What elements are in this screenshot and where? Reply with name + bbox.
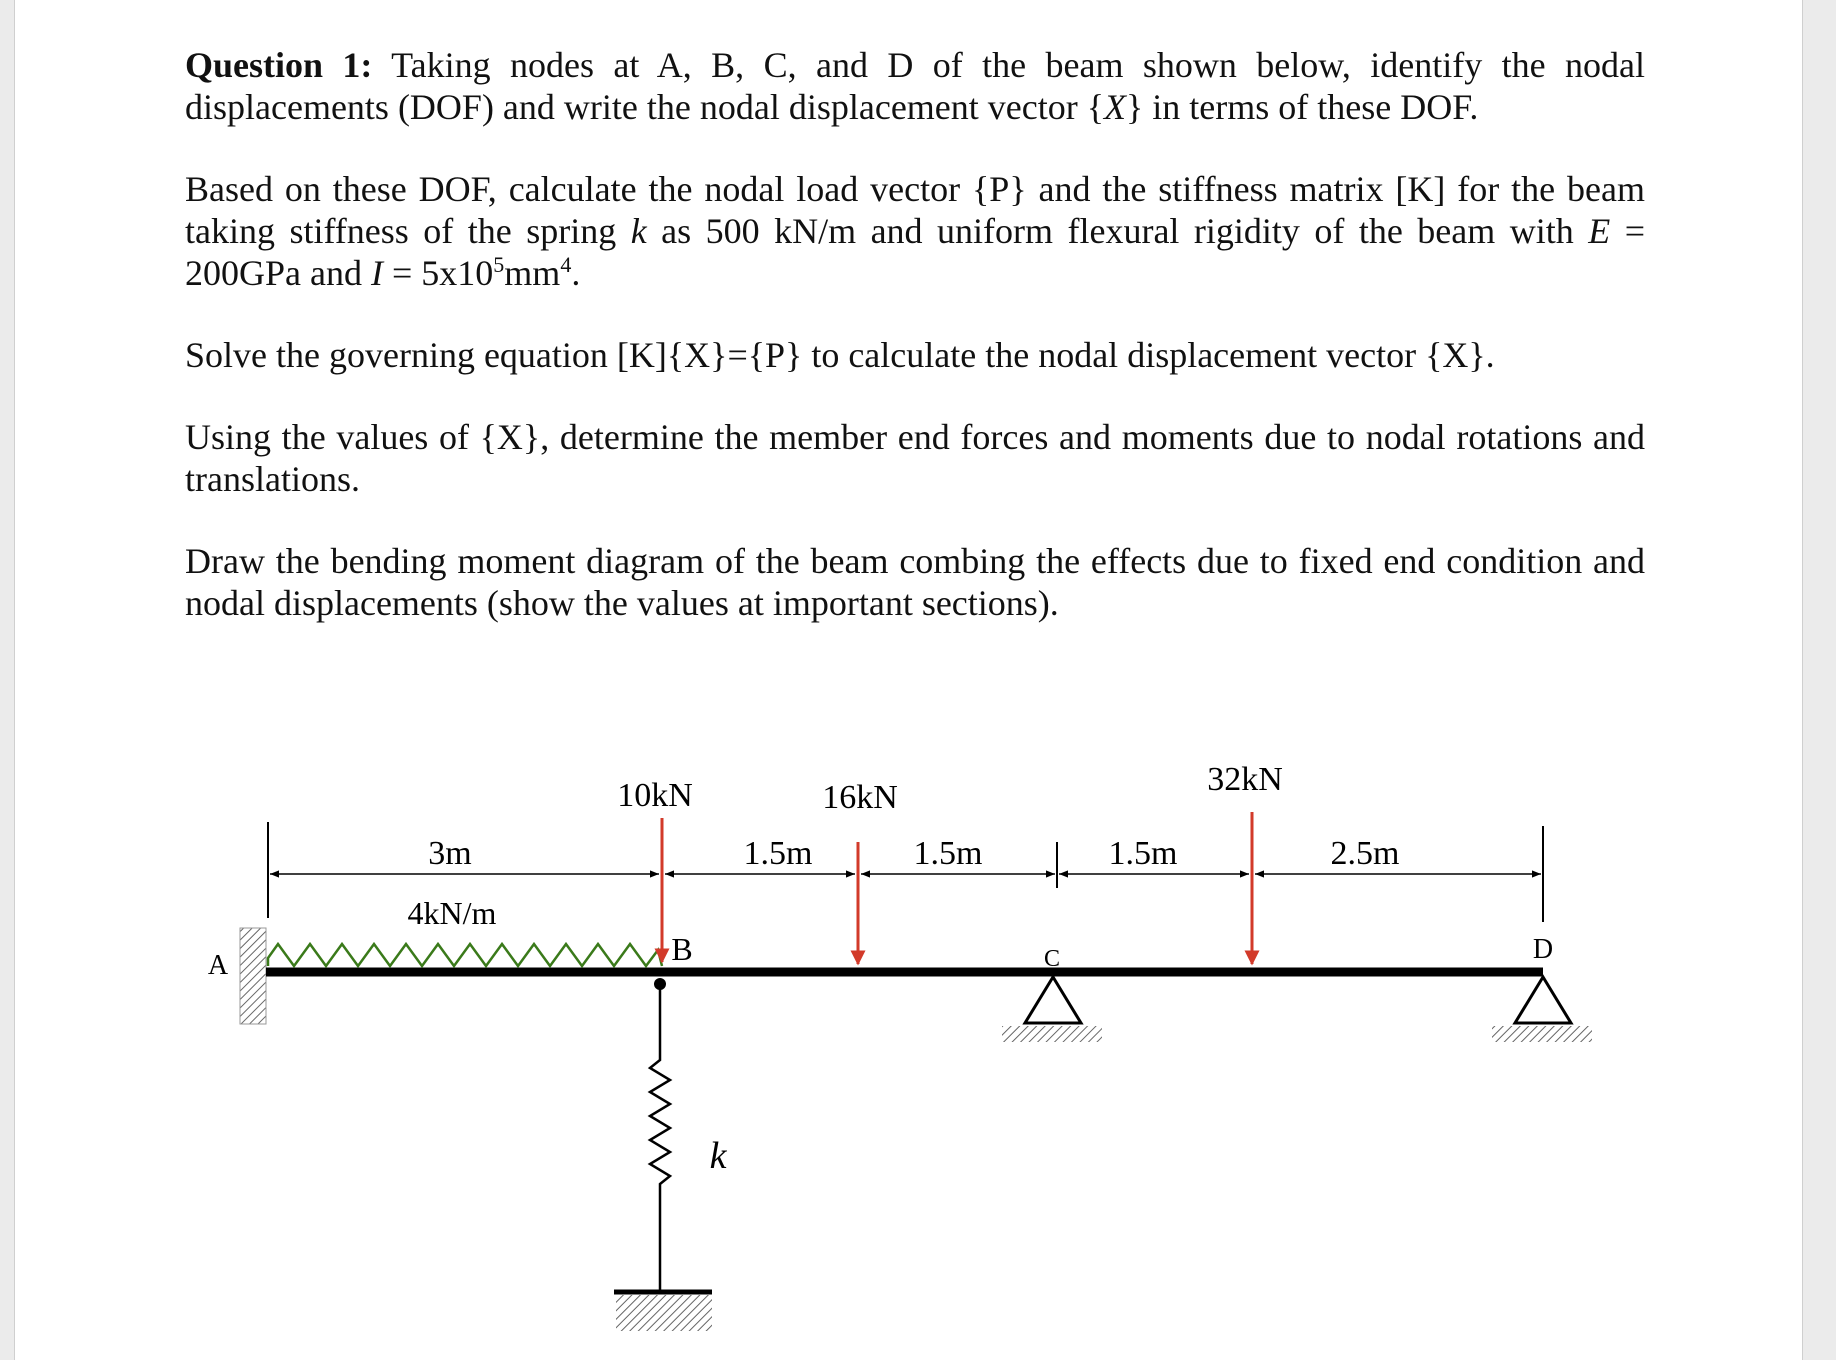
- node-b-label: B: [671, 931, 693, 967]
- dim-label-c-32: 1.5m: [1108, 835, 1178, 872]
- dim-label-ab: 3m: [428, 835, 472, 872]
- udl-label: 4kN/m: [407, 895, 497, 931]
- spring: [650, 984, 670, 1290]
- question-paragraph-5: Draw the bending moment diagram of the beam combing the effects due to fixed end condition and nodal displacements (show the values at important sections).: [185, 541, 1645, 623]
- question-label: Question 1:: [185, 45, 373, 85]
- spring-label: k: [709, 1135, 727, 1177]
- pin-support-c: [1025, 977, 1081, 1023]
- ground-c: [1002, 1026, 1102, 1042]
- question-paragraph-1: Question 1: Taking nodes at A, B, C, and D of the beam shown below, identify the nodal displacements (DOF) and write the nodal displacement vector {X} in terms of these DOF.: [185, 45, 1645, 127]
- dim-label-b-16: 1.5m: [743, 835, 813, 872]
- dim-label-16-c: 1.5m: [913, 835, 983, 872]
- fixed-support-a: [240, 928, 266, 1024]
- node-a-label: A: [207, 950, 229, 981]
- question-paragraph-3: Solve the governing equation [K]{X}={P} to calculate the nodal displacement vector {X}.: [185, 335, 1495, 375]
- question-paragraph-2: Based on these DOF, calculate the nodal load vector {P} and the stiffness matrix [K] for the beam taking stiffness of the spring k as 500 kN/m and uniform flexural rigidity of the beam with E = 200GPa and $I = 5x10^5mm^4$.: [185, 169, 1646, 293]
- load-10kn-label: 10kN: [617, 777, 693, 814]
- distributed-load: [268, 944, 662, 966]
- load-32kn-label: 32kN: [1207, 761, 1283, 798]
- load-16kn-label: 16kN: [822, 779, 898, 816]
- node-d-label: D: [1532, 934, 1554, 965]
- pin-support-d: [1515, 977, 1571, 1023]
- node-c-label: C: [1043, 946, 1061, 972]
- ground-d: [1492, 1026, 1592, 1042]
- dim-label-32-d: 2.5m: [1330, 835, 1400, 872]
- spring-ground: [616, 1295, 712, 1331]
- question-paragraph-4: Using the values of {X}, determine the member end forces and moments due to nodal rotations and translations.: [185, 417, 1645, 499]
